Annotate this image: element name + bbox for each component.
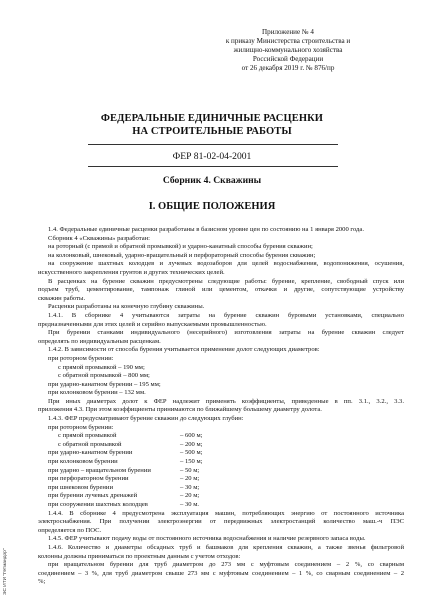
text-line: 1.4.1. В сборнике 4 учитываются затраты на бурение скважин буровыми установками, специально: [48, 311, 404, 319]
depth-row: [38, 492, 404, 501]
collection-heading: Сборник 4. Скважины: [162, 175, 262, 186]
text-line: при вращательном бурении для труб диаметром до 273 мм с муфтовым соединением – 2 %, со сварным: [48, 561, 404, 569]
divider: [88, 144, 338, 145]
depth-value: – 20 м;: [180, 492, 200, 500]
text-line: 1.4.5. ФЕР учитывают подачу воды от постоянного источника водоснабжения и наличие резервного запаса воды.: [48, 535, 366, 543]
depth-label: с прямой промывкой: [58, 432, 117, 440]
text-line: 1.4.3. ФЕР предусматривают бурение скважин до следующих глубин:: [48, 415, 244, 423]
text-line: определяется по ПОС.: [38, 526, 102, 534]
appendix-line: от 26 декабря 2019 г. № 876/пр: [241, 64, 335, 72]
text-line: соединением – 3 %, для труб диаметром свыше 273 мм с муфтовым соединением – 1 %, со сварным соединением – 2: [38, 569, 404, 577]
text-line: на роторный (с прямой и обратной промывкой) и ударно-канатный способы бурения скважин;: [48, 243, 313, 251]
appendix-line: к приказу Министерства строительства и: [225, 37, 351, 45]
text-line: 1.4.2. В зависимости от способа бурения учитывается применение долот следующих диаметров:: [48, 346, 320, 354]
depth-row: [38, 449, 404, 458]
depth-row: [38, 441, 404, 450]
document-body: [38, 226, 404, 587]
text-line: на сооружение шахтных колодцев и лучевых водозаборов для целей водоснабжения, водопонижения, осушения,: [48, 260, 404, 268]
text-line: с обратной промывкой – 800 мм;: [58, 372, 150, 380]
depth-row: [38, 458, 404, 467]
text-line: скважин работы.: [38, 294, 86, 302]
text-line: Сборник 4 «Скважины» разработан:: [48, 234, 150, 242]
divider: [88, 166, 338, 167]
appendix-line: Приложение № 4: [262, 28, 314, 36]
depth-value: – 200 м;: [180, 440, 203, 448]
text-line: приложения 4.3. При этом коэффициенты принимаются по ближайшему большему диаметру долота.: [38, 406, 322, 414]
appendix-line: Российской Федерации: [252, 55, 324, 63]
side-note: ЭС ИТИ "Гетмандор": [3, 548, 8, 595]
text-line: 1.4.6. Количество и диаметры обсадных труб и башмаков для крепления скважин, а также звенья фильтровой: [48, 543, 404, 551]
text-line: электроснабжения. При получении электроэнергии от передвижных электростанций количество маш.-ч ПЭС: [38, 518, 404, 526]
appendix-line: жилищно-коммунального хозяйства: [233, 46, 343, 54]
depth-value: – 20 м;: [180, 475, 200, 483]
text-line: 1.4. Федеральные единичные расценки разработаны в базисном уровне цен по состоянию на 1 января 2000 года.: [48, 226, 364, 233]
text-line: подъем труб, цементирование, тампонаж глиной или цементом, откачки и другие, сопутствующие устройству: [38, 286, 404, 294]
text-line: предназначенными для этих целей и серийно выпускаемыми промышленностью.: [38, 320, 267, 328]
text-line: 1.4.4. В сборнике 4 предусмотрена эксплуатация машин, потребляющих энергию от постоянного источника: [48, 509, 404, 517]
depth-value: – 600 м;: [180, 432, 203, 440]
depth-label: при колонковом бурении: [48, 458, 118, 466]
text-line: при ударно-канатном бурении – 195 мм;: [48, 380, 161, 388]
depth-value: – 50 м;: [180, 466, 200, 474]
depth-value: – 30 м;: [180, 483, 200, 491]
text-line: При иных диаметрах долот к ФЕР надлежит применять коэффициенты, приведенные в пп. 3.1., 3.2., 3.3.: [48, 397, 404, 405]
text-line: %;: [38, 578, 46, 586]
text-line: определять по индивидуальным расценкам.: [38, 337, 161, 345]
depth-value: – 30 м.: [180, 501, 200, 508]
appendix-header: [188, 28, 388, 73]
text-line: с прямой промывкой – 190 мм;: [58, 363, 145, 371]
text-line: на колонковый, шнековый, ударно-вращательный и перфораторный способы бурения скважин;: [48, 251, 316, 259]
text-line: Расценки разработаны на конечную глубину скважины.: [48, 303, 205, 311]
depth-label: при перфораторном бурении: [48, 475, 129, 483]
text-line: при колонковом бурении – 132 мм.: [48, 389, 146, 397]
text-line: колонны должны приниматься по проектным данным с учетом отходов:: [38, 552, 241, 560]
depth-row: [38, 432, 404, 441]
document-code: ФЕР 81-02-04-2001: [172, 151, 252, 162]
text-line: при роторном бурении:: [48, 423, 114, 431]
depth-row: [38, 467, 404, 476]
depth-label: при сооружении шахтных колодцев: [48, 501, 148, 508]
text-line: В расценках на бурение скважин предусмотрены следующие работы: бурение, крепление, свободный спуск или: [48, 277, 404, 285]
depth-row: [38, 484, 404, 493]
depth-label: при ударно-канатном бурении: [48, 449, 133, 457]
title-line: НА СТРОИТЕЛЬНЫЕ РАБОТЫ: [132, 126, 292, 137]
text-line: При бурении станками индивидуального (несерийного) изготовления затраты на бурение скважин следует: [48, 329, 404, 337]
depth-label: при ударно – вращательном бурении: [48, 466, 151, 474]
text-line: искусственного закрепления грунтов и других технических целей.: [38, 268, 225, 276]
depth-row: [38, 475, 404, 484]
depth-label: при бурении лучевых дренажей: [48, 492, 138, 500]
depth-label: с обратной промывкой: [58, 440, 122, 448]
depth-value: – 500 м;: [180, 449, 203, 457]
depth-value: – 150 м;: [180, 458, 203, 466]
document-title: [0, 112, 424, 138]
depth-label: при шнековом бурении: [48, 483, 113, 491]
text-line: при роторном бурении:: [48, 354, 114, 362]
depth-row: [38, 501, 404, 510]
title-line: ФЕДЕРАЛЬНЫЕ ЕДИНИЧНЫЕ РАСЦЕНКИ: [100, 113, 324, 124]
section-heading: I. ОБЩИЕ ПОЛОЖЕНИЯ: [148, 201, 276, 212]
